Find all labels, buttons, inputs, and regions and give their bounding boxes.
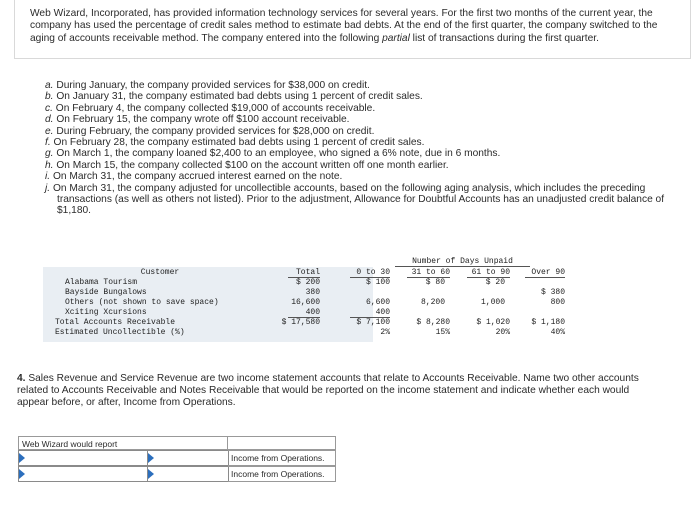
header-61-90: 61 to 90 — [471, 268, 510, 277]
list-item: g. On March 1, the company loaned $2,400 to an employee, who signed a 6% note, due in 6 months. — [45, 148, 501, 160]
list-item: b. On January 31, the company estimated bad debts using 1 percent of credit sales. — [45, 91, 423, 103]
list-item: c. On February 4, the company collected $19,000 of accounts receivable. — [45, 102, 376, 114]
list-item: a. During January, the company provided services for $38,000 on credit. — [45, 80, 370, 91]
suffix-text: Income from Operations. — [228, 466, 336, 482]
account-dropdown[interactable] — [18, 466, 148, 482]
divider — [525, 277, 565, 278]
suffix-text: Income from Operations. — [228, 450, 336, 466]
aging-table: Number of Days Unpaid Customer Total 0 to 30 31 to 60 61 to 90 Over 90 Alabama Tourism $ 200 $ 100 $ 80 $ 20 Bayside Bungalows 380 $ 380 Others (not shown to save space) 16,600 6,600 8,200 1,000 800 Xciting Xcursions 400 400 Total Accounts Receivable $ 17,580 $ 7,100 $ 8,280 $ 1,020 $ 1,180 Estimated Uncollectible (%) 2% 15% 20% 40% — [40, 255, 585, 343]
answer-title-blank — [228, 436, 336, 450]
list-item: j. On March 31, the company adjusted for uncollectible accounts, based on the following aging analysis, which includes the preceding transactions (as well as others not listed). Prior to the adjustment, Allowance for Doubtful Accounts has an unadjusted credit balance of $1,180. — [45, 182, 665, 217]
account-dropdown[interactable] — [18, 450, 148, 466]
list-item: i. On March 31, the company accrued interest earned on the note. — [45, 171, 343, 183]
transaction-list — [45, 80, 675, 217]
header-total: Total — [295, 268, 320, 277]
divider — [395, 266, 530, 267]
position-dropdown[interactable] — [147, 450, 229, 466]
position-dropdown[interactable] — [147, 466, 229, 482]
header-over-90: Over 90 — [531, 268, 565, 277]
header-customer: Customer — [140, 268, 180, 277]
list-item: f. On February 28, the company estimated bad debts using 1 percent of credit sales. — [45, 137, 425, 149]
list-item: h. On March 15, the company collected $100 on the account written off one month earlier. — [45, 159, 449, 171]
answer-title: Web Wizard would report — [18, 436, 228, 450]
group-header: Number of Days Unpaid — [412, 257, 513, 266]
question-4: 4. Sales Revenue and Service Revenue are two income statement accounts that relate to Accounts Receivable. Name two other accounts related to Accounts Receivable and Notes Receivable that would be reported on the income statement and indicate whether each would appear before, or after, Income from Operations. — [17, 373, 639, 409]
problem-intro: Web Wizard, Incorporated, has provided information technology services for several years. For the first two months of the current year, the company has used the percentage of credit sales method to estimate bad debts. At the end of the first quarter, the company switched to the aging of accounts receivable method. The company entered into the following partial list of transactions during the first quarter. — [30, 8, 658, 44]
list-item: d. On February 15, the company wrote off $100 account receivable. — [45, 114, 350, 126]
header-31-60: 31 to 60 — [411, 268, 450, 277]
dropdown-caret-icon — [148, 453, 154, 463]
partial-emphasis: partial — [382, 32, 410, 44]
dropdown-caret-icon — [19, 469, 25, 479]
dropdown-caret-icon — [19, 453, 25, 463]
list-item: e. During February, the company provided services for $28,000 on credit. — [45, 125, 375, 137]
header-0-30: 0 to 30 — [356, 268, 390, 277]
dropdown-caret-icon — [148, 469, 154, 479]
